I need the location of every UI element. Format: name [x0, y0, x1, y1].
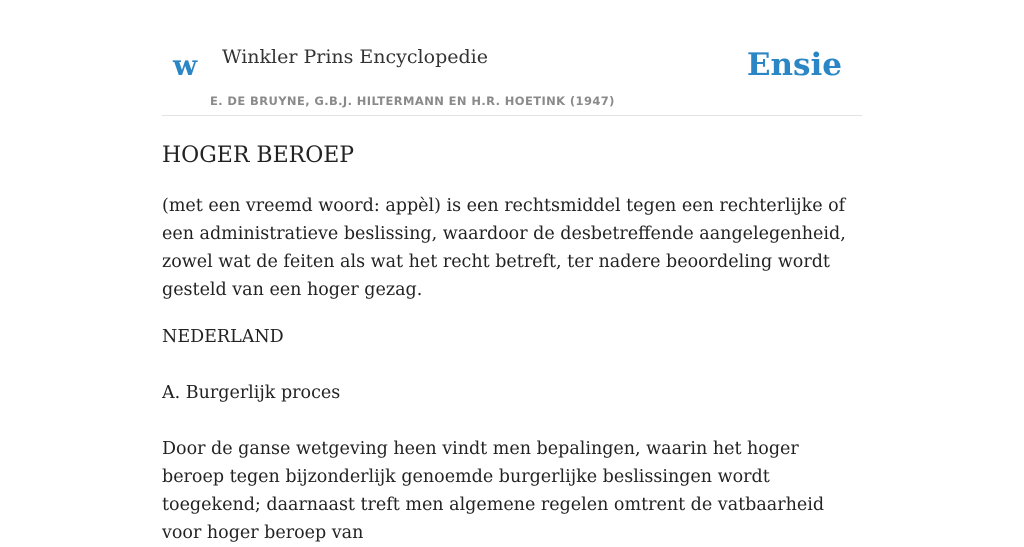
entry-content: [162, 116, 862, 547]
book-title[interactable]: Winkler Prins Encyclopedie: [222, 46, 488, 68]
entry-paragraph: (met een vreemd woord: appèl) is een rechtsmiddel tegen een rechterlijke of een administratieve beslissing, waardoor de desbetreffende aangelegenheid, zowel wat de feiten als wat het recht betreft, ter nadere beoordeling wordt gesteld van een hoger gezag.: [162, 196, 846, 300]
publisher-logo-icon[interactable]: w: [173, 49, 198, 82]
entry-paragraph: Door de ganse wetgeving heen vindt men bepalingen, waarin het hoger beroep tegen bijzonderlijk genoemde burgerlijke beslissingen wordt toegekend; daarnaast treft men algemene regelen omtrent de vatbaarheid voor hoger beroep van: [162, 439, 825, 543]
subsection-heading: A. Burgerlijk proces: [162, 383, 341, 403]
section-heading: NEDERLAND: [162, 327, 284, 347]
book-authors: E. DE BRUYNE, G.B.J. HILTERMANN EN H.R. HOETINK (1947): [210, 94, 615, 108]
header: [162, 0, 862, 116]
ensie-logo[interactable]: Ensie: [746, 47, 842, 83]
page: [162, 0, 862, 547]
entry-title: HOGER BEROEP: [162, 143, 355, 168]
